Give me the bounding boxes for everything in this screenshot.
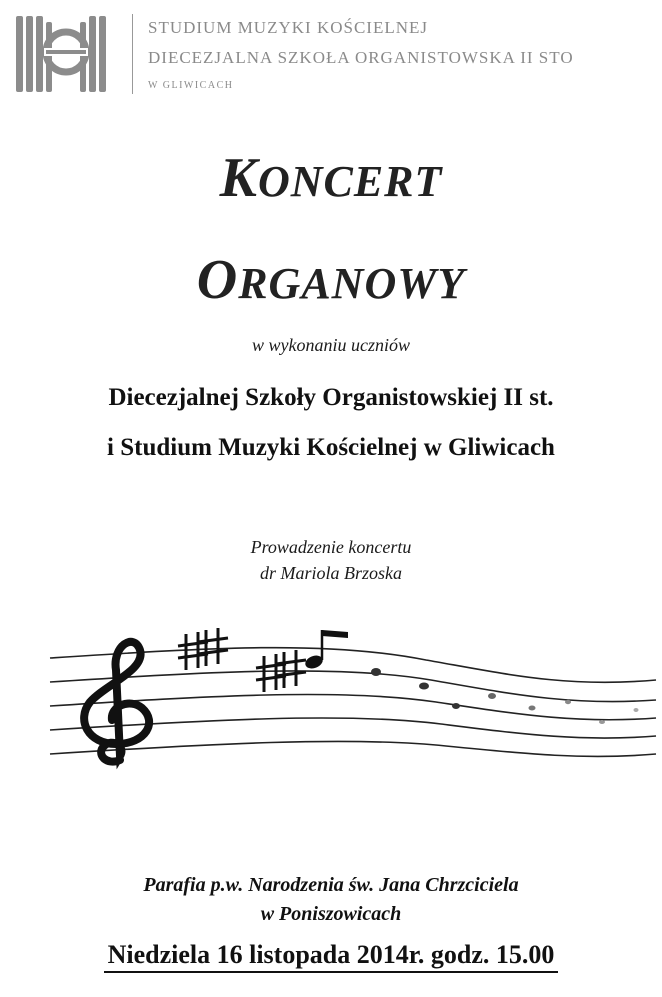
title-line-2-rest: RGANOWY: [238, 259, 466, 308]
title-line-1: [0, 146, 662, 210]
school-line-1: Diecezjalnej Szkoły Organistowskiej II st.: [108, 384, 554, 411]
music-staff-illustration: [46, 610, 662, 770]
header-divider: [132, 14, 133, 94]
school-logo: [14, 12, 114, 94]
sharp-sign-icon: [198, 628, 228, 666]
school-line-2: i Studium Muzyki Kościelnej w Gliwicach: [107, 434, 555, 461]
venue-line-2: w Poniszowicach: [260, 903, 402, 925]
title-line-1-initial: K: [219, 147, 258, 209]
header-line-2: DIECEZJALNA SZKOŁA ORGANISTOWSKA II STO: [148, 48, 574, 67]
sharp-sign-icon: [276, 650, 306, 688]
title-line-1-rest: ONCERT: [257, 157, 443, 206]
host-name: dr Mariola Brzoska: [259, 563, 402, 583]
header-line-1: STUDIUM MUZYKI KOŚCIELNEJ: [148, 18, 428, 37]
date-time: Niedziela 16 listopada 2014r. godz. 15.00: [104, 940, 559, 973]
sharp-sign-icon: [256, 654, 286, 692]
title-line-2: [0, 248, 662, 312]
treble-clef-icon: [84, 642, 149, 762]
venue-line-1: Parafia p.w. Narodzenia św. Jana Chrzciciela: [143, 874, 519, 896]
header-line-3: W GLIWICACH: [148, 80, 234, 91]
performers-intro: w wykonaniu uczniów: [252, 335, 410, 355]
date-time-row: [0, 940, 662, 970]
host-label: Prowadzenie koncertu: [250, 537, 412, 557]
title-line-2-initial: O: [196, 249, 239, 311]
